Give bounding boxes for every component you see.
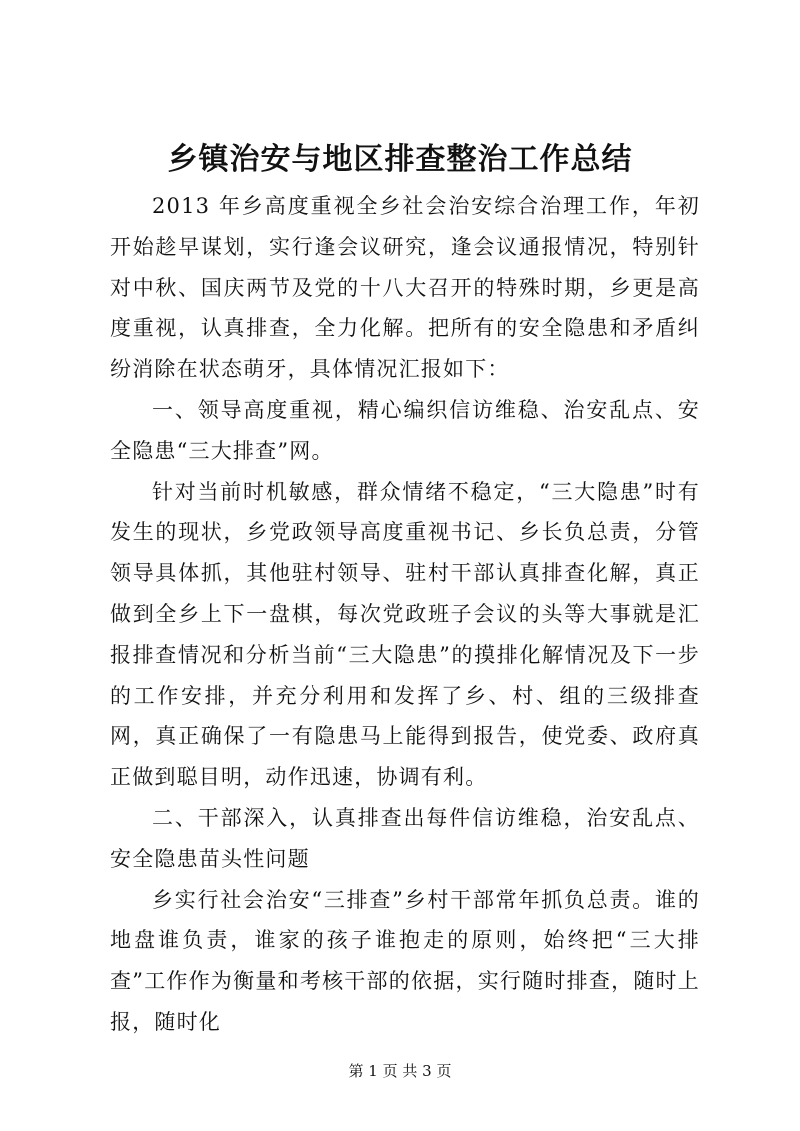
document-title: 乡镇治安与地区排查整治工作总结 (167, 142, 633, 177)
paragraph-section-two-body: 乡实行社会治安“三排查”乡村干部常年抓负总责。谁的地盘谁负责，谁家的孩子谁抱走的原则，始终把“三大排查”工作作为衡量和考核干部的依据，实行随时排查，随时上报，随时化 (110, 887, 700, 1034)
paragraph-section-one-heading: 一、领导高度重视，精心编织信访维稳、治安乱点、安全隐患“三大排查”网。 (110, 397, 700, 463)
paragraph-intro: 2013 年乡高度重视全乡社会治安综合治理工作，年初开始趁早谋划，实行逢会议研究，逢会议通报情况，特别针对中秋、国庆两节及党的十八大召开的特殊时期，乡更是高度重视，认真排查，全力化解。把所有的安全隐患和矛盾纠纷消除在状态萌牙，具体情况汇报如下： (110, 194, 700, 382)
document-body (110, 186, 700, 1043)
paragraph-section-two-heading: 二、干部深入，认真排查出每件信访维稳，治安乱点、安全隐患苗头性问题 (110, 805, 700, 871)
page-footer: 第 1 页 共 3 页 (348, 1062, 452, 1080)
paragraph-section-one-body: 针对当前时机敏感，群众情绪不稳定，“三大隐患”时有发生的现状，乡党政领导高度重视书记、乡长负总责，分管领导具体抓，其他驻村领导、驻村干部认真排查化解，真正做到全乡上下一盘棋，每次党政班子会议的头等大事就是汇报排查情况和分析当前“三大隐患”的摸排化解情况及下一步的工作安排，并充分利用和发挥了乡、村、组的三级排查网，真正确保了一有隐患马上能得到报告，使党委、政府真正做到聪目明，动作迅速，协调有利。 (110, 479, 700, 790)
